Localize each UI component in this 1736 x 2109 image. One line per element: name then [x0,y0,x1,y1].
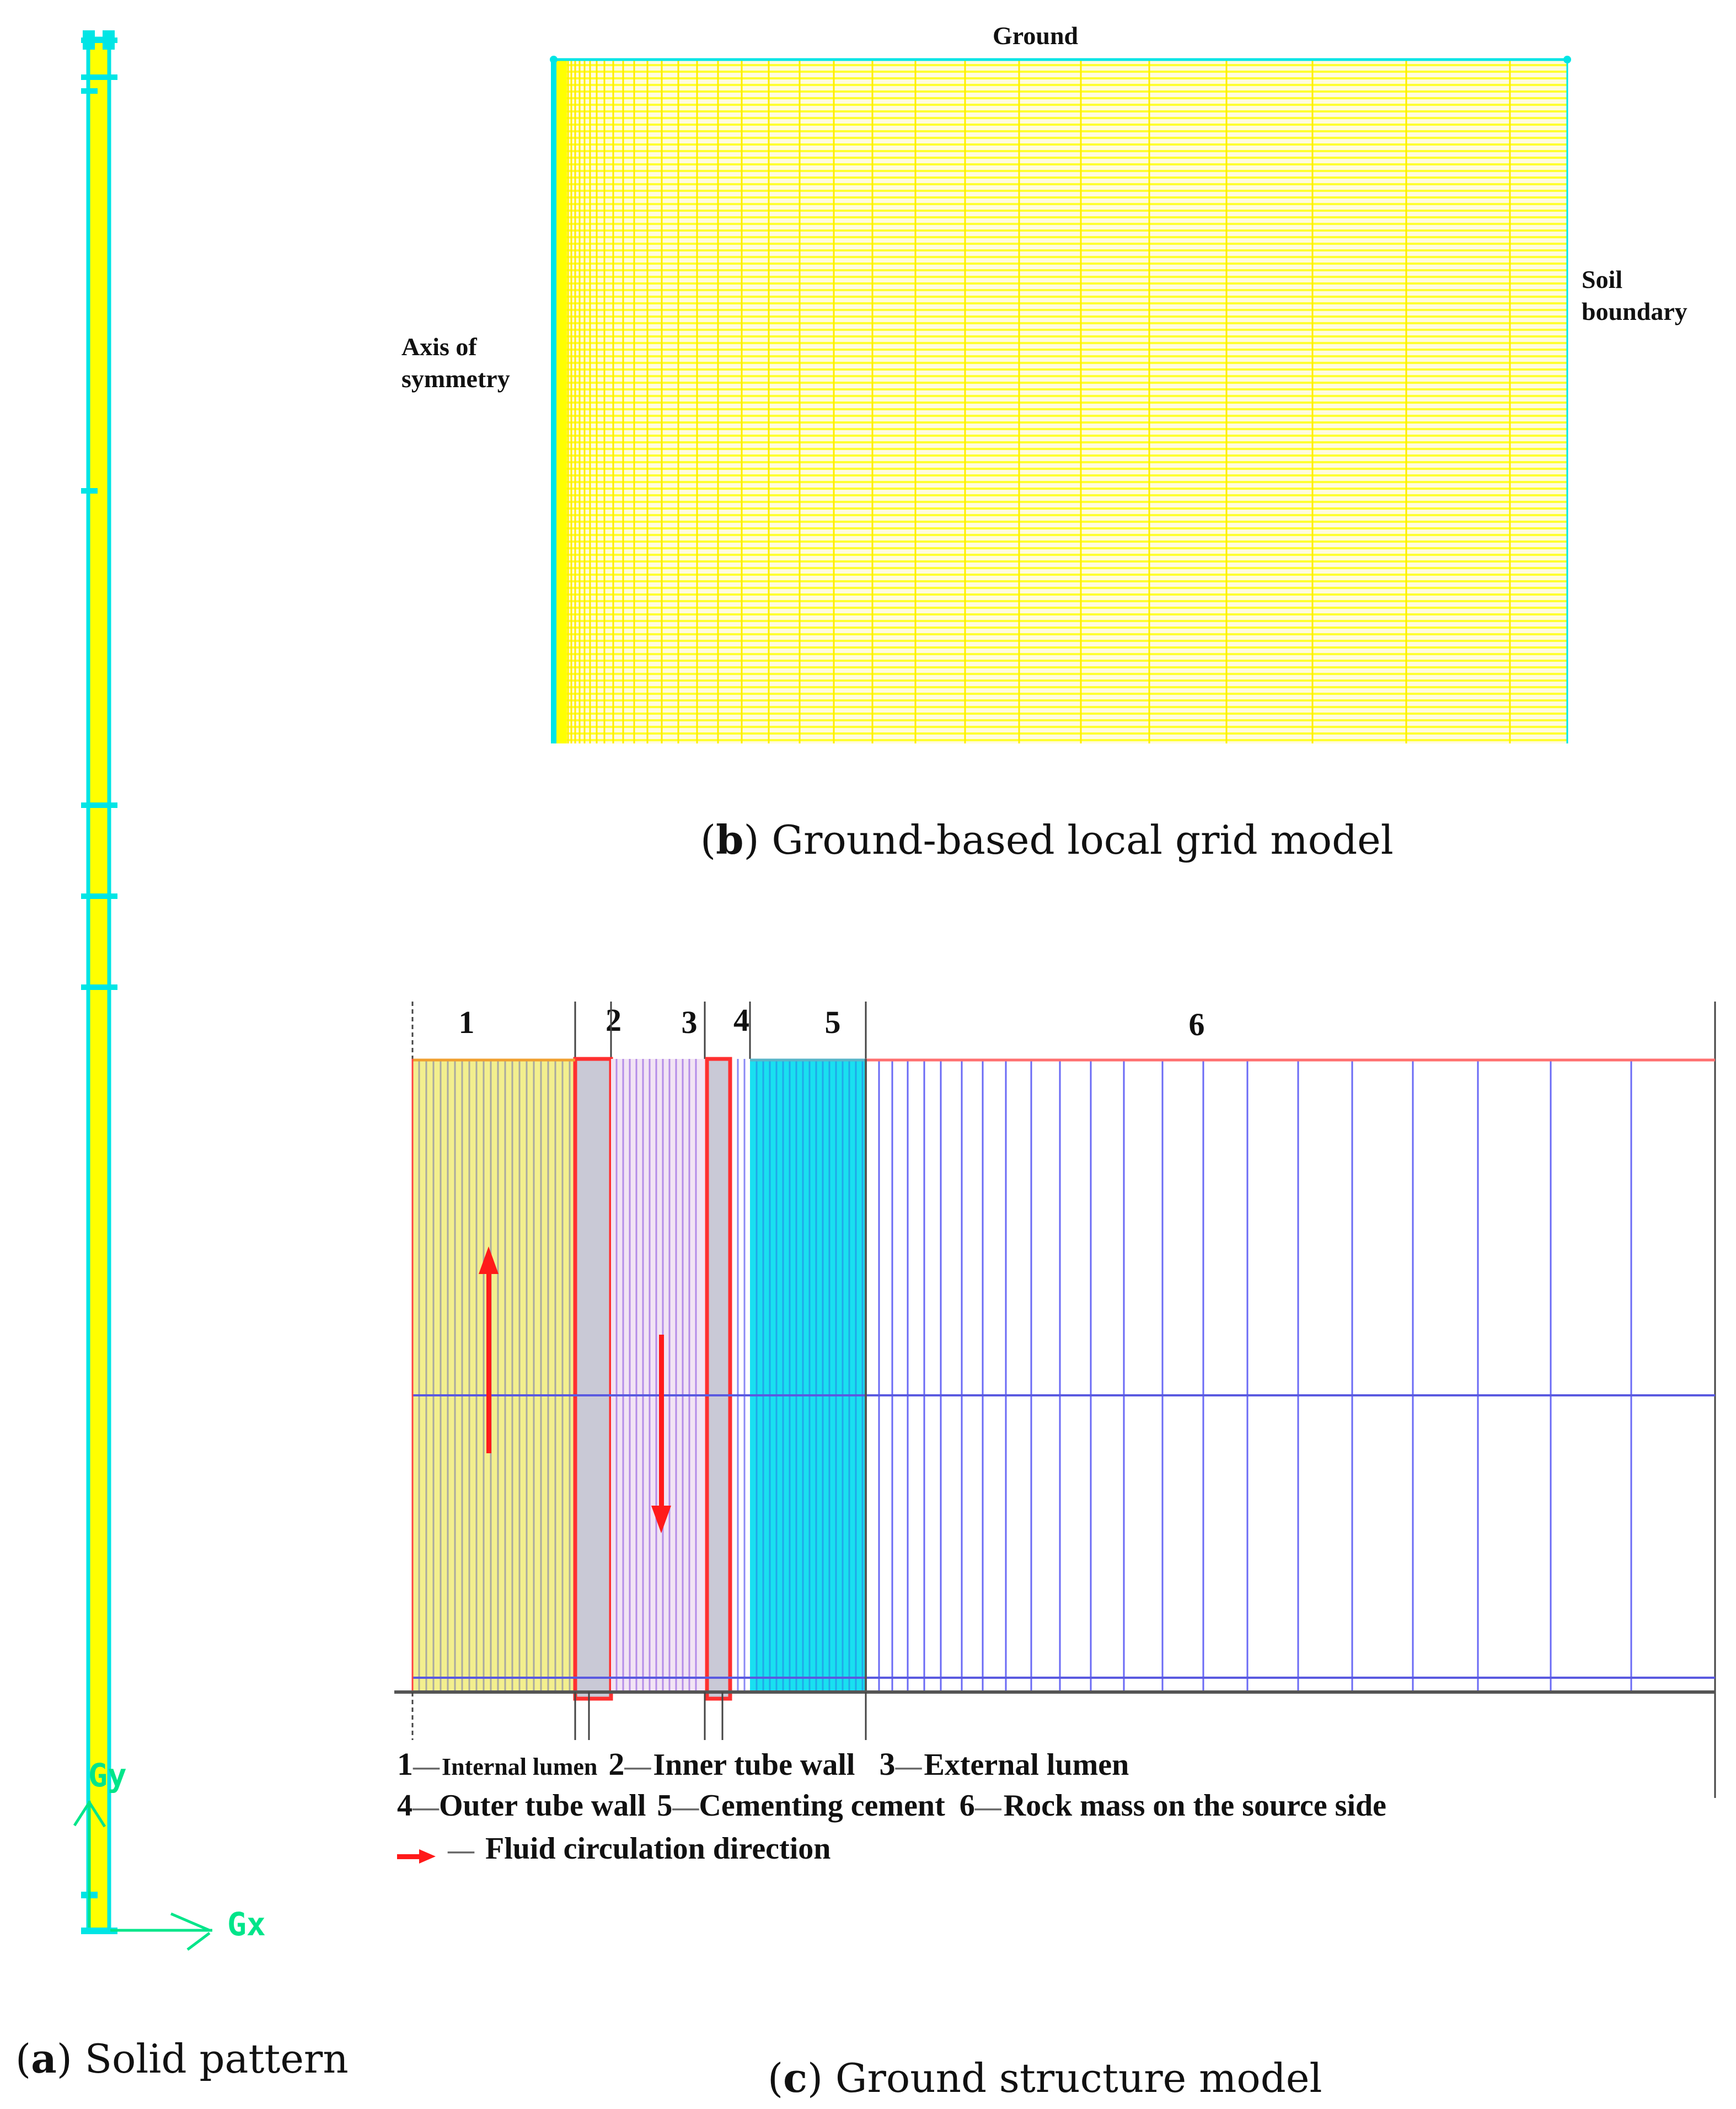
local-grid-mesh [546,55,1572,750]
structure-mesh [386,982,1736,1798]
legend-row-3: — Fluid circulation direction [397,1831,831,1866]
red-arrow-icon [397,1849,436,1864]
panel-c-caption: (c) Ground structure model [768,2054,1322,2101]
segment-label-1: 1 [458,1004,475,1040]
solid-pattern-figure [0,0,386,1985]
axis-label-gx: Gx [227,1905,266,1943]
legend-row-1: 1— Internal lumen 2— Inner tube wall 3— External lumen [397,1746,1129,1782]
panel-b-caption: (b) Ground-based local grid model [700,816,1394,863]
panel-a-solid-pattern [0,0,386,2109]
label-ground: Ground [993,22,1079,50]
label-axis-of-symmetry: Axis of symmetry [401,333,510,393]
label-soil-boundary: Soil boundary [1582,265,1687,325]
segment-label-4: 4 [733,1002,749,1038]
panel-b-grid-model [386,0,1736,910]
legend-row-2: 4—Outer tube wall 5—Cementing cement 6— Rock mass on the source side [397,1789,1387,1823]
segment-label-2: 2 [606,1002,621,1038]
panel-c-structure-model [386,982,1736,2109]
panel-a-caption: (a) Solid pattern [15,2035,349,2082]
segment-label-6: 6 [1188,1007,1205,1042]
axis-label-gy: Gy [88,1757,127,1794]
segment-label-5: 5 [824,1004,841,1040]
segment-label-3: 3 [681,1004,698,1040]
